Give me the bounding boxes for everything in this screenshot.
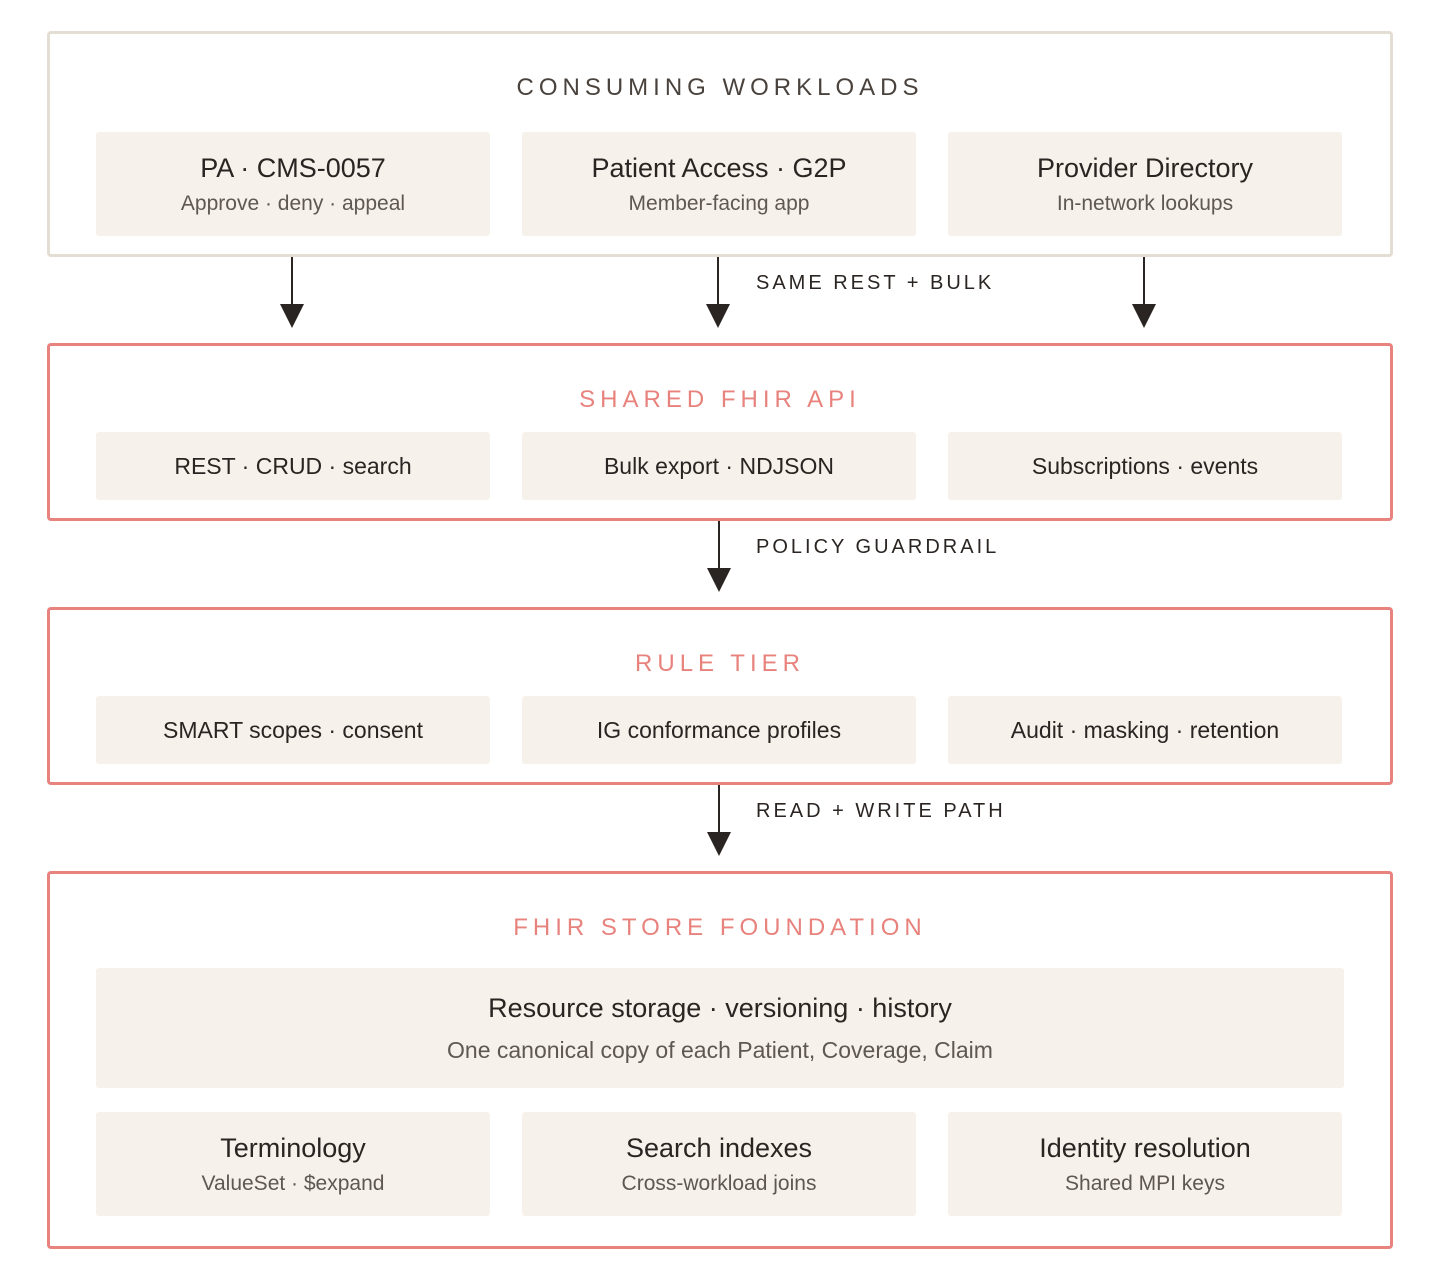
tier-title: RULE TIER: [635, 650, 805, 677]
card-title: Provider Directory: [1036, 152, 1254, 183]
card-title: SMART scopes · consent: [163, 716, 423, 743]
card-title: Audit · masking · retention: [1010, 716, 1280, 743]
card-title: IG conformance profiles: [596, 716, 842, 743]
card-provider-directory: [948, 132, 1342, 236]
card-pa-cms: [96, 132, 490, 236]
card-title: Identity resolution: [1039, 1132, 1251, 1163]
card-title: Bulk export · NDJSON: [603, 452, 835, 479]
arrowhead-read-write: [707, 832, 731, 856]
card-bulk-export: [522, 432, 916, 500]
arrow-center: [717, 257, 719, 307]
arrow-right: [1143, 257, 1145, 307]
arrowhead-policy: [707, 568, 731, 592]
card-audit: [948, 696, 1342, 764]
card-rest-crud: [96, 432, 490, 500]
tier-consuming-workloads: [47, 31, 1393, 257]
card-title: Terminology: [220, 1132, 366, 1163]
tier-shared-fhir-api: [47, 343, 1393, 521]
card-terminology: [96, 1112, 490, 1216]
card-subtitle: In-network lookups: [1056, 192, 1234, 216]
tier-title: CONSUMING WORKLOADS: [516, 74, 924, 101]
card-subtitle: Approve · deny · appeal: [180, 192, 406, 216]
arrowhead-right: [1132, 304, 1156, 328]
card-subtitle: ValueSet · $expand: [201, 1172, 385, 1196]
card-subtitle: Member-facing app: [628, 192, 810, 216]
card-identity-resolution: [948, 1112, 1342, 1216]
tier-title: FHIR STORE FOUNDATION: [513, 914, 927, 941]
connector-label: READ + WRITE PATH: [756, 800, 1006, 822]
arrow-left: [291, 257, 293, 307]
connector-label: POLICY GUARDRAIL: [756, 536, 1000, 558]
card-resource-storage: [96, 968, 1344, 1088]
arrow-policy: [718, 521, 720, 571]
card-title: Patient Access · G2P: [591, 152, 847, 183]
tier-title: SHARED FHIR API: [579, 386, 861, 413]
tier-rule: [47, 607, 1393, 785]
card-search-indexes: [522, 1112, 916, 1216]
arrowhead-center: [706, 304, 730, 328]
card-subtitle: One canonical copy of each Patient, Coverage, Claim: [447, 1036, 993, 1063]
tier-fhir-store-foundation: [47, 871, 1393, 1249]
connector-label: SAME REST + BULK: [756, 272, 995, 294]
card-patient-access: [522, 132, 916, 236]
card-title: Subscriptions · events: [1031, 452, 1259, 479]
card-title: REST · CRUD · search: [174, 452, 412, 479]
card-ig-conformance: [522, 696, 916, 764]
card-title: Search indexes: [625, 1132, 813, 1163]
card-title: PA · CMS-0057: [200, 152, 386, 183]
arrowhead-left: [280, 304, 304, 328]
arrow-read-write: [718, 785, 720, 835]
card-subscriptions: [948, 432, 1342, 500]
card-smart-scopes: [96, 696, 490, 764]
card-title: Resource storage · versioning · history: [488, 993, 952, 1024]
card-subtitle: Cross-workload joins: [621, 1172, 817, 1196]
card-subtitle: Shared MPI keys: [1065, 1172, 1225, 1196]
